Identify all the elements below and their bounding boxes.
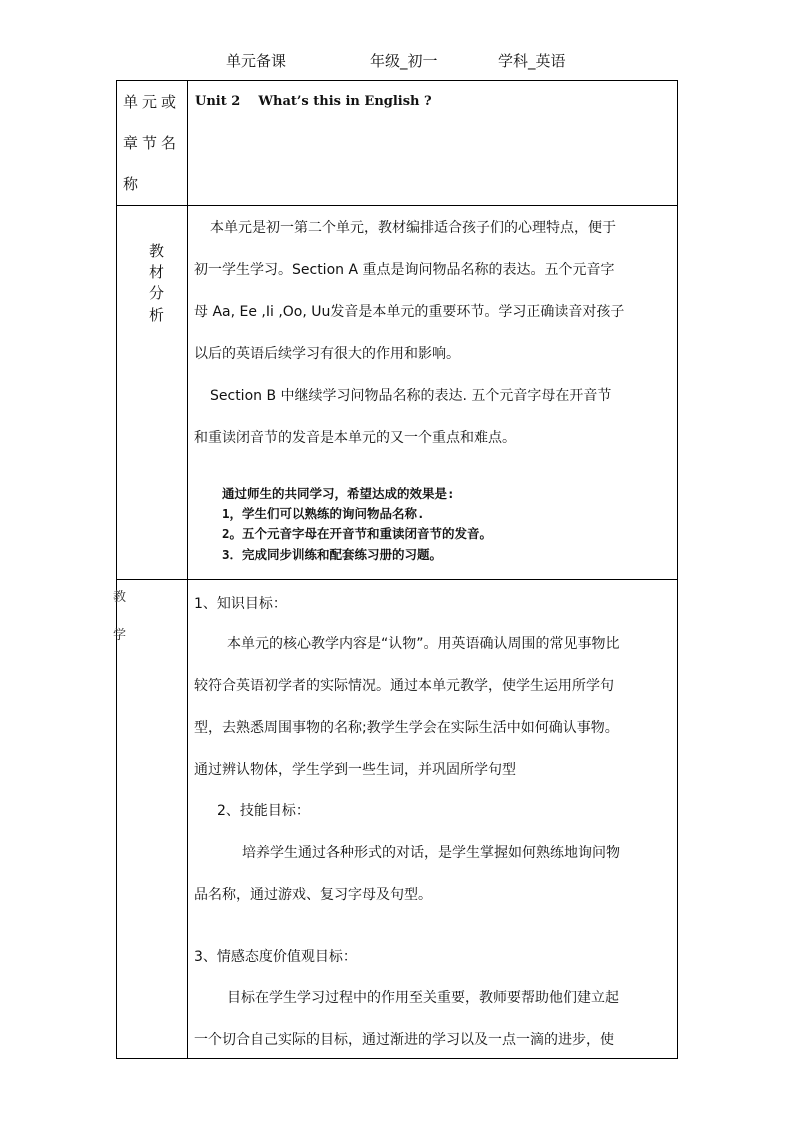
goals-intro: 通过师生的共同学习，希望达成的效果是: xyxy=(222,486,455,501)
analysis-line-2: 初一学生学习。Section A 重点是询问物品名称的表达。五个元音字 xyxy=(194,262,615,278)
knowledge-line-2: 较符合英语初学者的实际情况。通过本单元教学，使学生运用所学句 xyxy=(194,678,614,694)
row-divider-2 xyxy=(116,579,678,580)
knowledge-line-3: 型，去熟悉周围事物的名称;教学生学会在实际生活中如何确认事物。 xyxy=(194,720,619,736)
header-subject: 学科_英语 xyxy=(498,52,566,70)
header-grade: 年级_初一 xyxy=(370,52,438,70)
skill-goal-title: 2、技能目标： xyxy=(217,803,310,819)
unit-title: Unit 2 What’s this in English ? xyxy=(195,94,432,109)
emotion-line-1: 目标在学生学习过程中的作用至关重要，教师要帮助他们建立起 xyxy=(227,990,619,1006)
knowledge-line-4: 通过辨认物体，学生学到一些生词，并巩固所学句型 xyxy=(194,762,516,778)
skill-line-2: 品名称，通过游戏、复习字母及句型。 xyxy=(194,887,432,903)
analysis-label-char-4: 析 xyxy=(149,306,165,324)
analysis-label-char-3: 分 xyxy=(149,284,165,302)
table-left-border xyxy=(116,80,117,1059)
emotion-goal-title: 3、情感态度价值观目标： xyxy=(194,949,357,965)
unit-name-label-line-3: 称 xyxy=(123,175,139,193)
analysis-line-3: 母 Aa, Ee ,Ii ,Oo, Uu发音是本单元的重要环节。学习正确读音对孩子 xyxy=(194,304,625,320)
knowledge-line-1: 本单元的核心教学内容是“认物”。用英语确认周围的常见事物比 xyxy=(227,636,620,652)
column-divider xyxy=(187,80,188,1059)
table-right-border xyxy=(677,80,678,1059)
teaching-label-char-2: 学 xyxy=(113,628,127,643)
analysis-label-char-2: 材 xyxy=(149,263,165,281)
goal-item-1: 1，学生们可以熟练的询问物品名称. xyxy=(222,506,425,521)
table-top-border xyxy=(116,80,678,81)
analysis-label-char-1: 教 xyxy=(149,242,165,260)
row-divider-1 xyxy=(116,205,678,206)
analysis-line-6: 和重读闭音节的发音是本单元的又一个重点和难点。 xyxy=(194,430,516,446)
analysis-line-4: 以后的英语后续学习有很大的作用和影响。 xyxy=(194,346,460,362)
unit-name-label-line-2: 章节名 xyxy=(123,134,181,152)
unit-name-label-line-1: 单元或 xyxy=(123,93,181,111)
analysis-line-5: Section B 中继续学习问物品名称的表达. 五个元音字母在开音节 xyxy=(210,388,612,404)
goal-item-3: 3．完成同步训练和配套练习册的习题。 xyxy=(222,547,443,562)
teaching-label-char-1: 教 xyxy=(113,590,127,605)
goal-item-2: 2。五个元音字母在开音节和重读闭音节的发音。 xyxy=(222,526,493,541)
emotion-line-2: 一个切合自己实际的目标，通过渐进的学习以及一点一滴的进步，使 xyxy=(194,1032,614,1048)
analysis-line-1: 本单元是初一第二个单元，教材编排适合孩子们的心理特点，便于 xyxy=(210,220,616,236)
skill-line-1: 培养学生通过各种形式的对话，是学生掌握如何熟练地询问物 xyxy=(242,845,620,861)
header-title: 单元备课 xyxy=(226,52,287,70)
knowledge-goal-title: 1、知识目标： xyxy=(194,596,287,612)
